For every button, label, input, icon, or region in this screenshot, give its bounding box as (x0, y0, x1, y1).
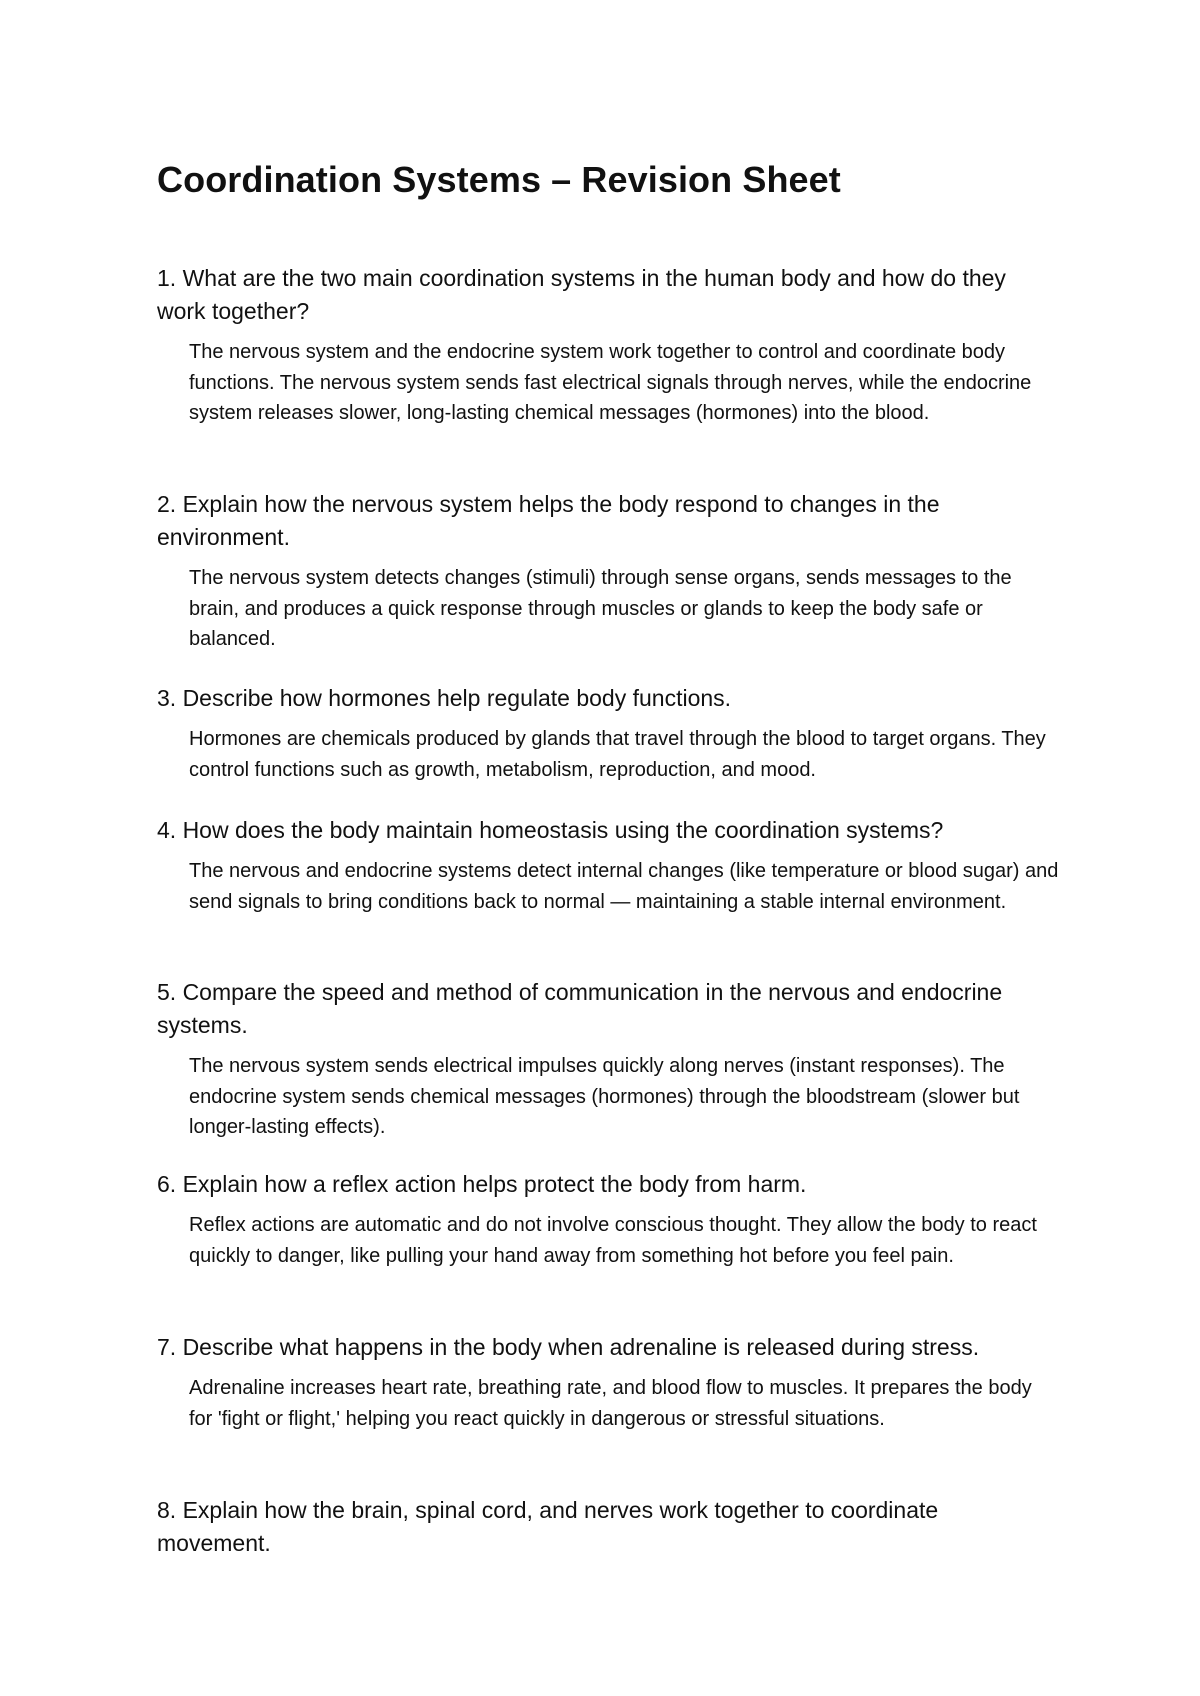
question-6: 6. Explain how a reflex action helps protect the body from harm. (157, 1171, 807, 1197)
answer-5: The nervous system sends electrical impulses quickly along nerves (instant responses). The endocrine system sends chemical messages (hormones) through the bloodstream (slower but longer-lasting effects). (189, 1055, 1020, 1138)
qa-item-2 (157, 488, 1057, 655)
answer-6: Reflex actions are automatic and do not involve conscious thought. They allow the body to react quickly to danger, like pulling your hand away from something hot before you feel pain. (189, 1214, 1037, 1267)
question-7: 7. Describe what happens in the body when adrenaline is released during stress. (157, 1334, 980, 1360)
question-8: 8. Explain how the brain, spinal cord, and nerves work together to coordinate movement. (157, 1497, 939, 1556)
qa-item-7 (157, 1331, 1057, 1434)
page-title: Coordination Systems – Revision Sheet (157, 159, 841, 200)
question-5: 5. Compare the speed and method of communication in the nervous and endocrine systems. (157, 979, 1003, 1038)
qa-item-6 (157, 1168, 1057, 1271)
answer-2: The nervous system detects changes (stimuli) through sense organs, sends messages to the brain, and produces a quick response through muscles or glands to keep the body safe or balanced. (189, 567, 1012, 650)
qa-item-3 (157, 682, 1057, 785)
qa-item-5 (157, 976, 1057, 1143)
question-4: 4. How does the body maintain homeostasis using the coordination systems? (157, 817, 944, 843)
question-1: 1. What are the two main coordination systems in the human body and how do they work together? (157, 265, 1006, 324)
answer-7: Adrenaline increases heart rate, breathing rate, and blood flow to muscles. It prepares the body for 'fight or flight,' helping you react quickly in dangerous or stressful situations. (189, 1377, 1032, 1430)
qa-item-4 (157, 814, 1057, 917)
question-3: 3. Describe how hormones help regulate body functions. (157, 685, 732, 711)
answer-1: The nervous system and the endocrine system work together to control and coordinate body functions. The nervous system sends fast electrical signals through nerves, while the endocrine system releases slower, long-lasting chemical messages (hormones) into the blood. (189, 341, 1032, 424)
qa-item-1 (157, 262, 1057, 429)
question-2: 2. Explain how the nervous system helps the body respond to changes in the environment. (157, 491, 940, 550)
answer-3: Hormones are chemicals produced by glands that travel through the blood to target organs. They control functions such as growth, metabolism, reproduction, and mood. (189, 728, 1046, 781)
answer-4: The nervous and endocrine systems detect internal changes (like temperature or blood sugar) and send signals to bring conditions back to normal — maintaining a stable internal environment. (189, 860, 1059, 913)
qa-item-8 (157, 1494, 1057, 1560)
